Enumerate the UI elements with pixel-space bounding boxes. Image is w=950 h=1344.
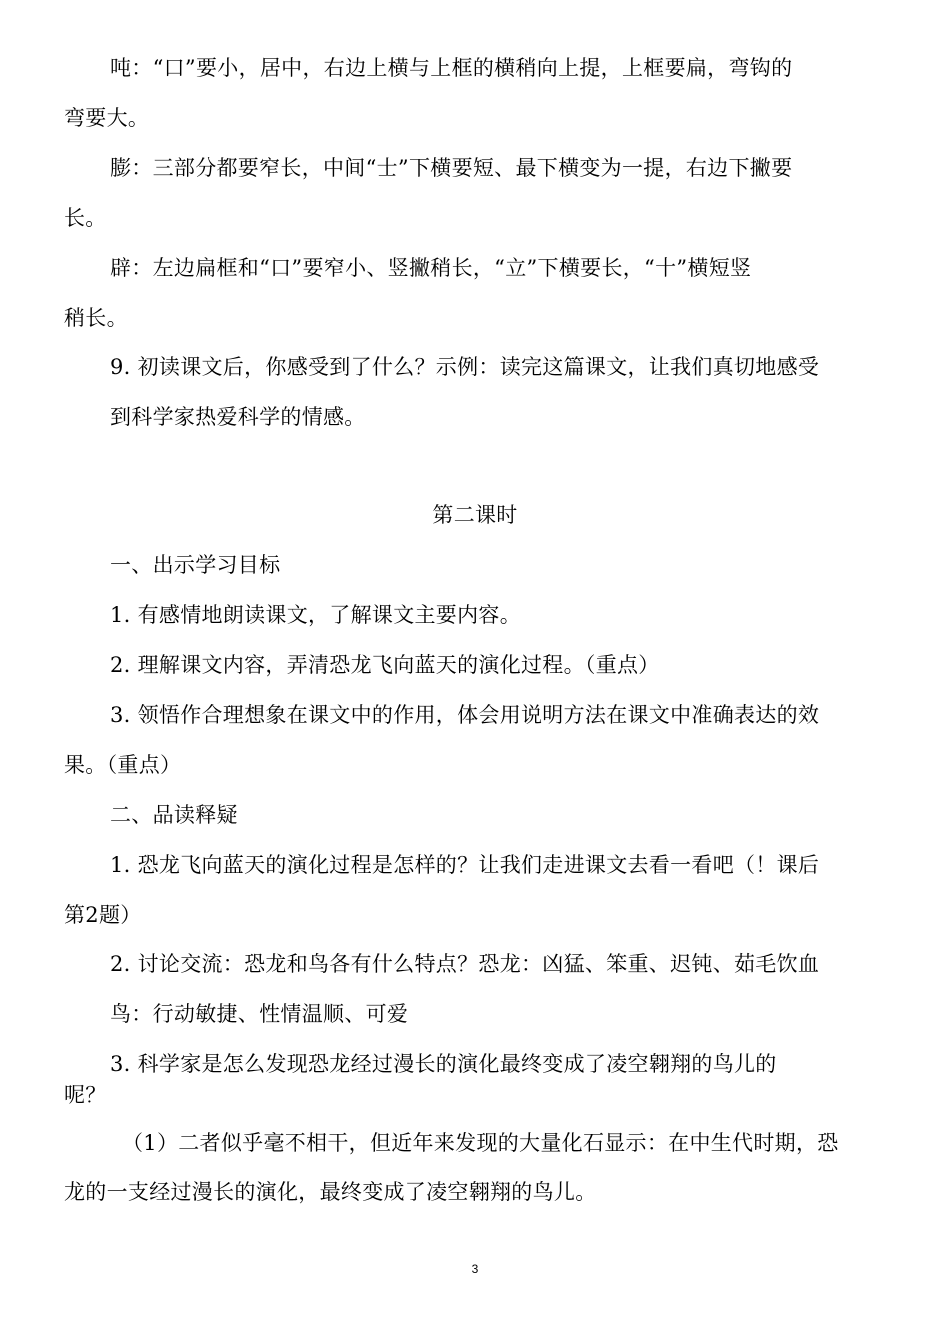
section-title: 第二课时 (432, 503, 518, 527)
list-item-continuation: 呢？ (64, 1083, 107, 1107)
paragraph-line: 9. 初读课文后，你感受到了什么？示例：读完这篇课文，让我们真切地感受 (110, 355, 820, 379)
list-item: （1）二者似乎毫不相干，但近年来发现的大量化石显示：在中生代时期，恐 (122, 1131, 839, 1155)
list-item: 2. 理解课文内容，弄清恐龙飞向蓝天的演化过程。（重点） (110, 653, 660, 677)
paragraph-line: 吨：“口”要小，居中，右边上横与上框的横稍向上提，上框要扁，弯钩的 (110, 56, 793, 80)
list-item-continuation: 鸟：行动敏捷、性情温顺、可爱 (110, 1002, 409, 1026)
paragraph-line: 到科学家热爱科学的情感。 (110, 405, 366, 429)
list-item-continuation: 第2题） (64, 903, 142, 927)
list-item: 1. 恐龙飞向蓝天的演化过程是怎样的？让我们走进课文去看一看吧（！课后 (110, 853, 820, 877)
list-item-continuation: 龙的一支经过漫长的演化，最终变成了凌空翱翔的鸟儿。 (64, 1180, 597, 1204)
paragraph-line: 辟：左边扁框和“口”要窄小、竖撇稍长，“立”下横要长，“十”横短竖 (110, 256, 752, 280)
page-number: 3 (471, 1262, 479, 1276)
list-item-continuation: 果。（重点） (64, 753, 182, 777)
section-heading: 一、出示学习目标 (110, 553, 281, 577)
list-item: 2. 讨论交流：恐龙和鸟各有什么特点？恐龙：凶猛、笨重、迟钝、茹毛饮血 (110, 952, 820, 976)
paragraph-line: 长。 (64, 206, 107, 230)
list-item: 1. 有感情地朗读课文，了解课文主要内容。 (110, 603, 522, 627)
paragraph-line: 膨：三部分都要窄长，中间“士”下横要短、最下横变为一提，右边下撇要 (110, 156, 793, 180)
paragraph-line: 弯要大。 (64, 106, 150, 130)
paragraph-line: 稍长。 (64, 306, 128, 330)
section-heading: 二、品读释疑 (110, 803, 238, 827)
list-item: 3. 领悟作合理想象在课文中的作用，体会用说明方法在课文中准确表达的效 (110, 703, 820, 727)
list-item: 3. 科学家是怎么发现恐龙经过漫长的演化最终变成了凌空翱翔的鸟儿的 (110, 1052, 777, 1076)
